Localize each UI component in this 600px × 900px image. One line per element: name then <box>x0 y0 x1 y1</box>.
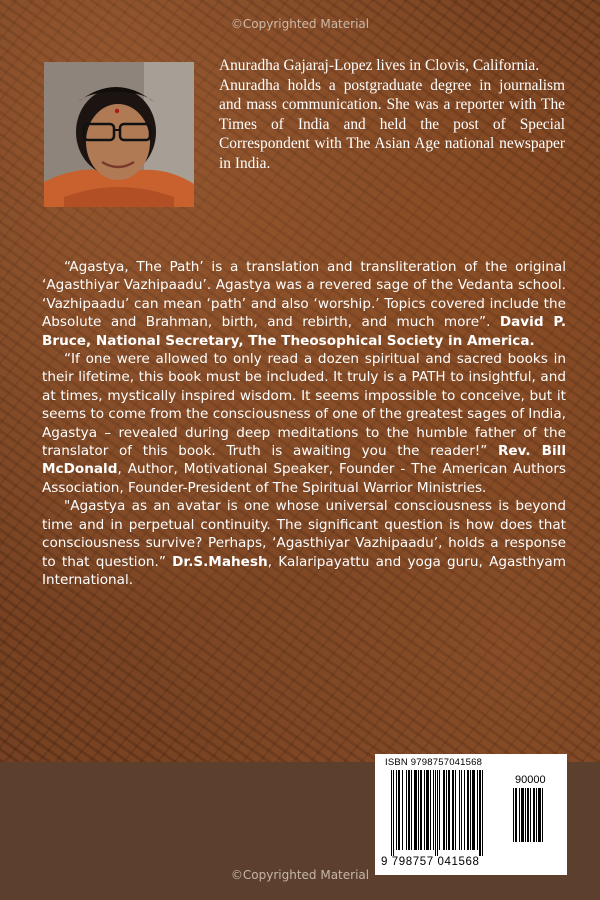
barcode-bar <box>433 770 434 850</box>
barcode-bar <box>482 770 483 856</box>
barcode-bar <box>542 788 543 842</box>
barcode-bar <box>420 770 422 850</box>
barcode-bar <box>533 788 535 842</box>
barcode-bar <box>443 770 445 850</box>
endorsement-text: “If one were allowed to only read a dozen spiritual and sacred books in their lifetime, this book must be included. It truly is a PATH to insightful, and at times, mystically inspired wisdom. It seems impossible to conceive, but it seems to come from the consciousness of one of the greatest sages of India, Agastya – revealed during deep meditations to the humble father of the translator of this book. Truth is awaiting you the reader!” <box>42 351 566 460</box>
endorsement <box>42 497 566 589</box>
barcode-bar <box>435 770 436 856</box>
endorsement <box>42 350 566 497</box>
barcode-bar <box>424 770 425 850</box>
barcode-bars <box>391 770 509 856</box>
barcode-bar <box>455 770 456 850</box>
endorsement-attribution: Dr.S.Mahesh <box>172 553 268 570</box>
isbn-barcode <box>375 754 567 875</box>
barcode-bar <box>406 770 407 850</box>
endorsement-role: , Author, Motivational Speaker, Founder - The American Authors Association, Founder-President of The Spiritual Warrior Ministries. <box>42 461 566 496</box>
barcode-bar <box>536 788 537 842</box>
barcode-bar <box>464 770 465 850</box>
barcode-bar <box>521 788 524 842</box>
barcode-bar <box>396 770 397 850</box>
barcode-bar <box>525 788 526 842</box>
barcode-bar <box>527 788 529 842</box>
barcode-bar <box>459 770 460 850</box>
barcode-bar <box>439 770 440 850</box>
barcode-bar <box>393 770 394 856</box>
barcode-bar <box>446 770 447 850</box>
barcode-bar <box>398 770 400 850</box>
barcode-bar <box>408 770 410 850</box>
barcode-bar <box>437 770 438 856</box>
copyright-watermark-bottom: ©Copyrighted Material <box>230 868 370 882</box>
endorsement <box>42 258 566 350</box>
barcode-bar <box>472 770 475 850</box>
barcode-bar <box>402 770 403 850</box>
endorsement-text: "Agastya as an avatar is one whose universal consciousness is beyond time and in perpetual continuity. The significant question is how does that consciousness survive? Perhaps, ‘Agasthiyar Vazhipaadu’, holds a response to that question.” <box>42 498 566 570</box>
barcode-bar <box>479 770 481 856</box>
endorsement-attribution: David P. Bruce, National Secretary, The Theosophical Society in America. <box>42 314 566 349</box>
endorsement-attribution: Rev. Bill McDonald <box>42 443 566 478</box>
barcode-bar <box>467 770 469 850</box>
barcode-bar <box>538 788 541 842</box>
author-photo <box>44 62 194 207</box>
barcode-bar <box>414 770 417 850</box>
barcode-bar <box>418 770 419 850</box>
barcode-bar <box>515 788 517 842</box>
barcode-bar <box>430 770 431 850</box>
barcode-bar <box>470 770 471 850</box>
isbn-label: ISBN 9798757041568 <box>385 757 483 768</box>
barcode-bar <box>391 770 392 856</box>
bio-line-1: Anuradha Gajaraj-Lopez lives in Clovis, California. <box>219 57 540 74</box>
price-barcode-bars <box>513 788 559 848</box>
copyright-watermark-top: ©Copyrighted Material <box>230 17 370 31</box>
barcode-bar <box>411 770 412 850</box>
barcode-bar <box>426 770 429 850</box>
barcode-digits: 9 798757 041568 <box>381 856 480 868</box>
endorsements <box>42 258 566 589</box>
author-portrait-image <box>44 62 194 207</box>
endorsement-role: , Kalaripayattu and yoga guru, Agasthyam International. <box>42 553 566 588</box>
barcode-bar <box>513 788 514 842</box>
barcode-bar <box>477 770 478 850</box>
barcode-bar <box>461 770 462 850</box>
barcode-bar <box>452 770 454 850</box>
author-bio <box>219 56 565 173</box>
barcode-bar <box>448 770 450 850</box>
endorsement-text: “Agastya, The Path’ is a translation and transliteration of the original ‘Agasthiyar Vazhipaadu’. Agastya was a revered sage of the Vedanta school. ‘Vazhipaadu’ can mean ‘path’ and also ‘worship.’ Topics covered include the Absolute and Brahman, birth, and rebirth, and much more”. <box>42 259 566 331</box>
barcode-bar <box>519 788 520 842</box>
bio-line-2: Anuradha holds a postgraduate degree in journalism and mass communication. She was a reporter with The Times of India and held the post of Special Correspondent with The Asian Age national newspaper in India. <box>219 76 565 172</box>
price-code: 90000 <box>515 774 546 786</box>
barcode-bar <box>530 788 531 842</box>
